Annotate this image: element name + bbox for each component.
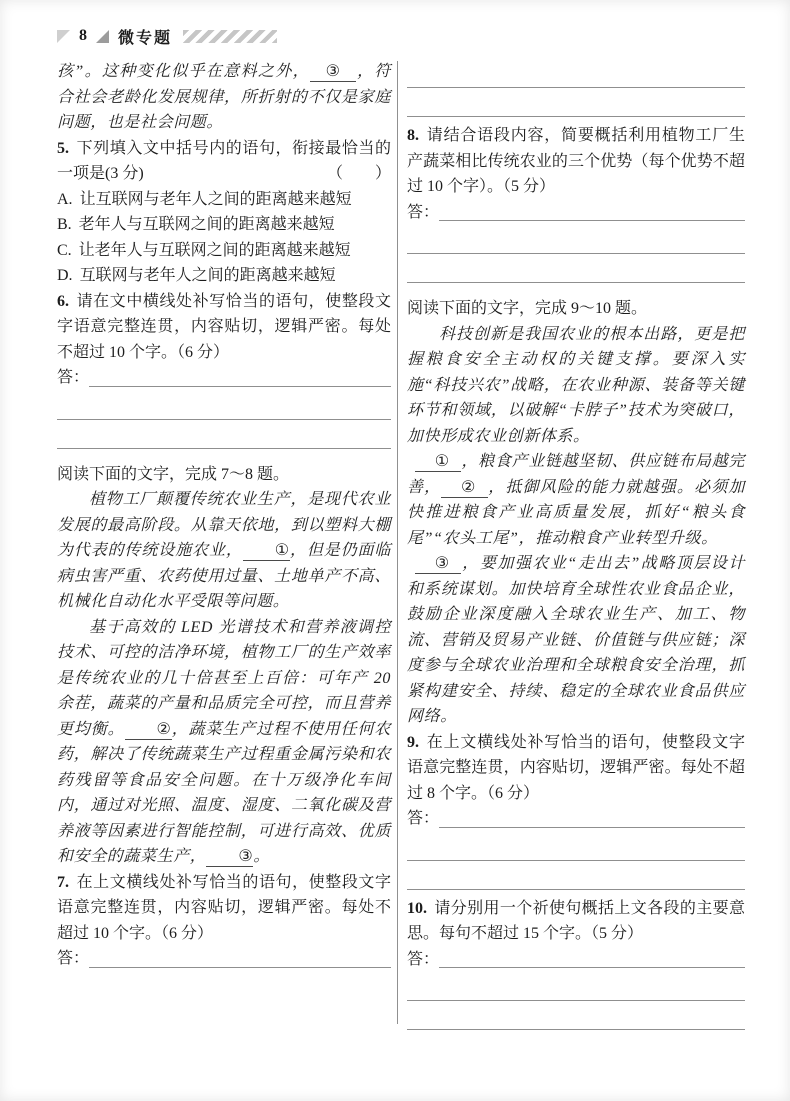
- question-5: [57, 136, 391, 289]
- passage-text: 孩”。这种变化似乎在意料之外，: [57, 63, 310, 80]
- option-label: D.: [57, 267, 73, 284]
- answer-row: [407, 200, 745, 226]
- option-label: C.: [57, 241, 72, 259]
- answer-line: [407, 59, 745, 88]
- question-8: [407, 123, 745, 283]
- question-number: 6.: [57, 292, 69, 310]
- answer-bracket: （ ）: [326, 165, 391, 182]
- passage-text: ，抵御风险的能力就越强。必须加快推进粮食产业高质量发展，抓好“粮头食尾”“农头工尾”，推动粮食产业转型升级。: [407, 478, 745, 547]
- reading-prompt-2: 阅读下面的文字，完成 9～10 题。: [407, 300, 648, 317]
- answer-line: [407, 225, 745, 254]
- passage-paragraph: [57, 615, 391, 870]
- answer-line: [439, 827, 745, 828]
- option-b: [57, 212, 391, 238]
- passage-text: ，蔬菜生产过程不使用任何农药，解决了传统蔬菜生产过程重金属污染和农药残留等食品安全问题。在十万级净化车间内，通过对光照、温度、湿度、二氧化碳及营养液等因素进行智能控制，可进行高效、优质和安全的蔬菜生产，: [57, 720, 391, 865]
- option-text: 老年人与互联网之间的距离越来越短: [78, 216, 335, 233]
- answer-line: [89, 386, 391, 387]
- question-8-stem: [407, 123, 745, 200]
- question-stem-text: 下列填入文中括号内的语句，衔接最恰当的一项是(3 分): [57, 139, 391, 182]
- answer-label: 答：: [407, 203, 440, 221]
- question-9-stem: [407, 730, 745, 807]
- question-6-stem: [57, 289, 391, 366]
- inline-blank: ③: [310, 63, 356, 82]
- answer-label: 答：: [407, 950, 440, 968]
- two-column-layout: [0, 59, 790, 1030]
- triangle-dark-icon: [96, 30, 109, 43]
- passage-text: 。: [253, 848, 270, 865]
- answer-line: [407, 832, 745, 861]
- question-stem-text: 在上文横线处补写恰当的语句，使整段文字语意完整连贯，内容贴切，逻辑严密。每处不超过 10 个字。（6 分）: [57, 873, 391, 942]
- option-text: 让老年人与互联网之间的距离越来越短: [78, 241, 351, 259]
- answer-line: [407, 972, 745, 1001]
- question-5-stem: [57, 136, 391, 187]
- question-number: 7.: [57, 873, 69, 891]
- column-divider: [397, 61, 398, 1024]
- question-10-stem: [407, 896, 745, 947]
- answer-line: [407, 88, 745, 117]
- question-stem-text: 请结合语段内容，简要概括利用植物工厂生产蔬菜相比传统农业的三个优势（每个优势不超过 10 个字）。（5 分）: [407, 127, 745, 195]
- triangle-light-icon: [57, 30, 70, 43]
- question-number: 9.: [407, 733, 419, 751]
- answer-label: 答：: [57, 950, 90, 967]
- inline-blank: ③: [206, 848, 253, 867]
- inline-blank: ②: [125, 721, 172, 740]
- question-7-answer-continuation: [407, 59, 745, 117]
- answer-line: [407, 254, 745, 283]
- passage-text: ，粮食产业链越坚韧、供应链布局越完善，: [407, 453, 745, 496]
- inline-blank: ②: [441, 479, 487, 498]
- answer-line: [439, 967, 745, 968]
- reading-prompt-1: 阅读下面的文字，完成 7～8 题。: [57, 465, 290, 483]
- passage-paragraph: [57, 487, 391, 615]
- left-column: [57, 59, 391, 1030]
- passage-paragraph: [407, 322, 745, 450]
- answer-line: [89, 967, 391, 968]
- answer-line: [407, 861, 745, 890]
- option-text: 互联网与老年人之间的距离越来越短: [79, 267, 336, 284]
- passage-paragraph: [407, 449, 745, 551]
- answer-line: [57, 420, 391, 449]
- passage-text: ，符合社会老龄化发展规律，所折射的不仅是家庭问题，也是社会问题。: [57, 63, 391, 131]
- option-label: A.: [57, 190, 73, 208]
- question-7: [57, 870, 391, 972]
- passage-paragraph: [407, 551, 745, 730]
- answer-line: [407, 1001, 745, 1030]
- question-stem-text: 请分别用一个祈使句概括上文各段的主要意思。每句不超过 15 个字。（5 分）: [407, 899, 745, 942]
- passage-text: 基于高效的 LED 光谱技术和营养液调控技术、可控的洁净环境，植物工厂的生产效率是传统农业的几十倍甚至上百倍：可年产 20 余茬，蔬菜的产量和品质完全可控，而且营养更均衡。: [57, 618, 391, 738]
- passage-text: 植物工厂颠覆传统农业生产，是现代农业发展的最高阶段。从靠天依地，到以塑料大棚为代表的传统设施农业，: [57, 491, 391, 559]
- answer-row: [57, 946, 391, 972]
- passage-text: 科技创新是我国农业的根本出路，更是把握粮食安全主动权的关键支撑。要深入实施“科技兴农”战略，在农业种源、装备等关键环节和领域，以破解“卡脖子”技术为突破口，加快形成农业创新体系。: [407, 325, 745, 445]
- answer-row: [57, 365, 391, 391]
- page-number: 8: [79, 27, 87, 44]
- question-stem-text: 在上文横线处补写恰当的语句，使整段文字语意完整连贯，内容贴切，逻辑严密。每处不超过 8 个字。（6 分）: [407, 733, 745, 802]
- right-column: [407, 59, 745, 1030]
- answer-line: [57, 391, 391, 420]
- question-number: 10.: [407, 899, 427, 917]
- passage-text: ，要加强农业“走出去”战略顶层设计和系统谋划。加快培育全球性农业食品企业，鼓励企业深度融入全球农业生产、加工、物流、营销及贸易产业链、价值链与供应链；深度参与全球农业治理和全球粮食安全治理，抓紧构建安全、持续、稳定的全球农业食品供应网络。: [407, 555, 745, 725]
- option-a: [57, 187, 391, 213]
- section-title: 微专题: [118, 29, 173, 47]
- answer-label: 答：: [407, 810, 440, 827]
- inline-blank: ③: [415, 555, 461, 574]
- question-number: 5.: [57, 139, 69, 157]
- question-7-stem: [57, 870, 391, 947]
- inline-blank: ①: [415, 453, 461, 472]
- question-9: [407, 730, 745, 890]
- answer-row: [407, 947, 745, 973]
- answer-row: [407, 806, 745, 832]
- hatch-stripes-icon: [183, 30, 277, 43]
- answer-label: 答：: [57, 369, 90, 386]
- option-text: 让互联网与老年人之间的距离越来越短: [79, 190, 352, 208]
- page-header: [57, 27, 790, 45]
- question-stem-text: 请在文中横线处补写恰当的语句，使整段文字语意完整连贯，内容贴切，逻辑严密。每处不超过 10 个字。（6 分）: [57, 292, 391, 361]
- question-6: [57, 289, 391, 449]
- option-c: [57, 238, 391, 264]
- question-10: [407, 896, 745, 1031]
- option-label: B.: [57, 216, 72, 233]
- passage-text: ，但是仍面临病虫害严重、农药使用过量、土地单产不高、机械化自动化水平受限等问题。: [57, 542, 391, 610]
- question-number: 8.: [407, 127, 419, 144]
- passage-tail-paragraph: [57, 59, 391, 136]
- option-d: [57, 263, 391, 289]
- inline-blank: ①: [243, 542, 290, 561]
- answer-line: [439, 220, 745, 221]
